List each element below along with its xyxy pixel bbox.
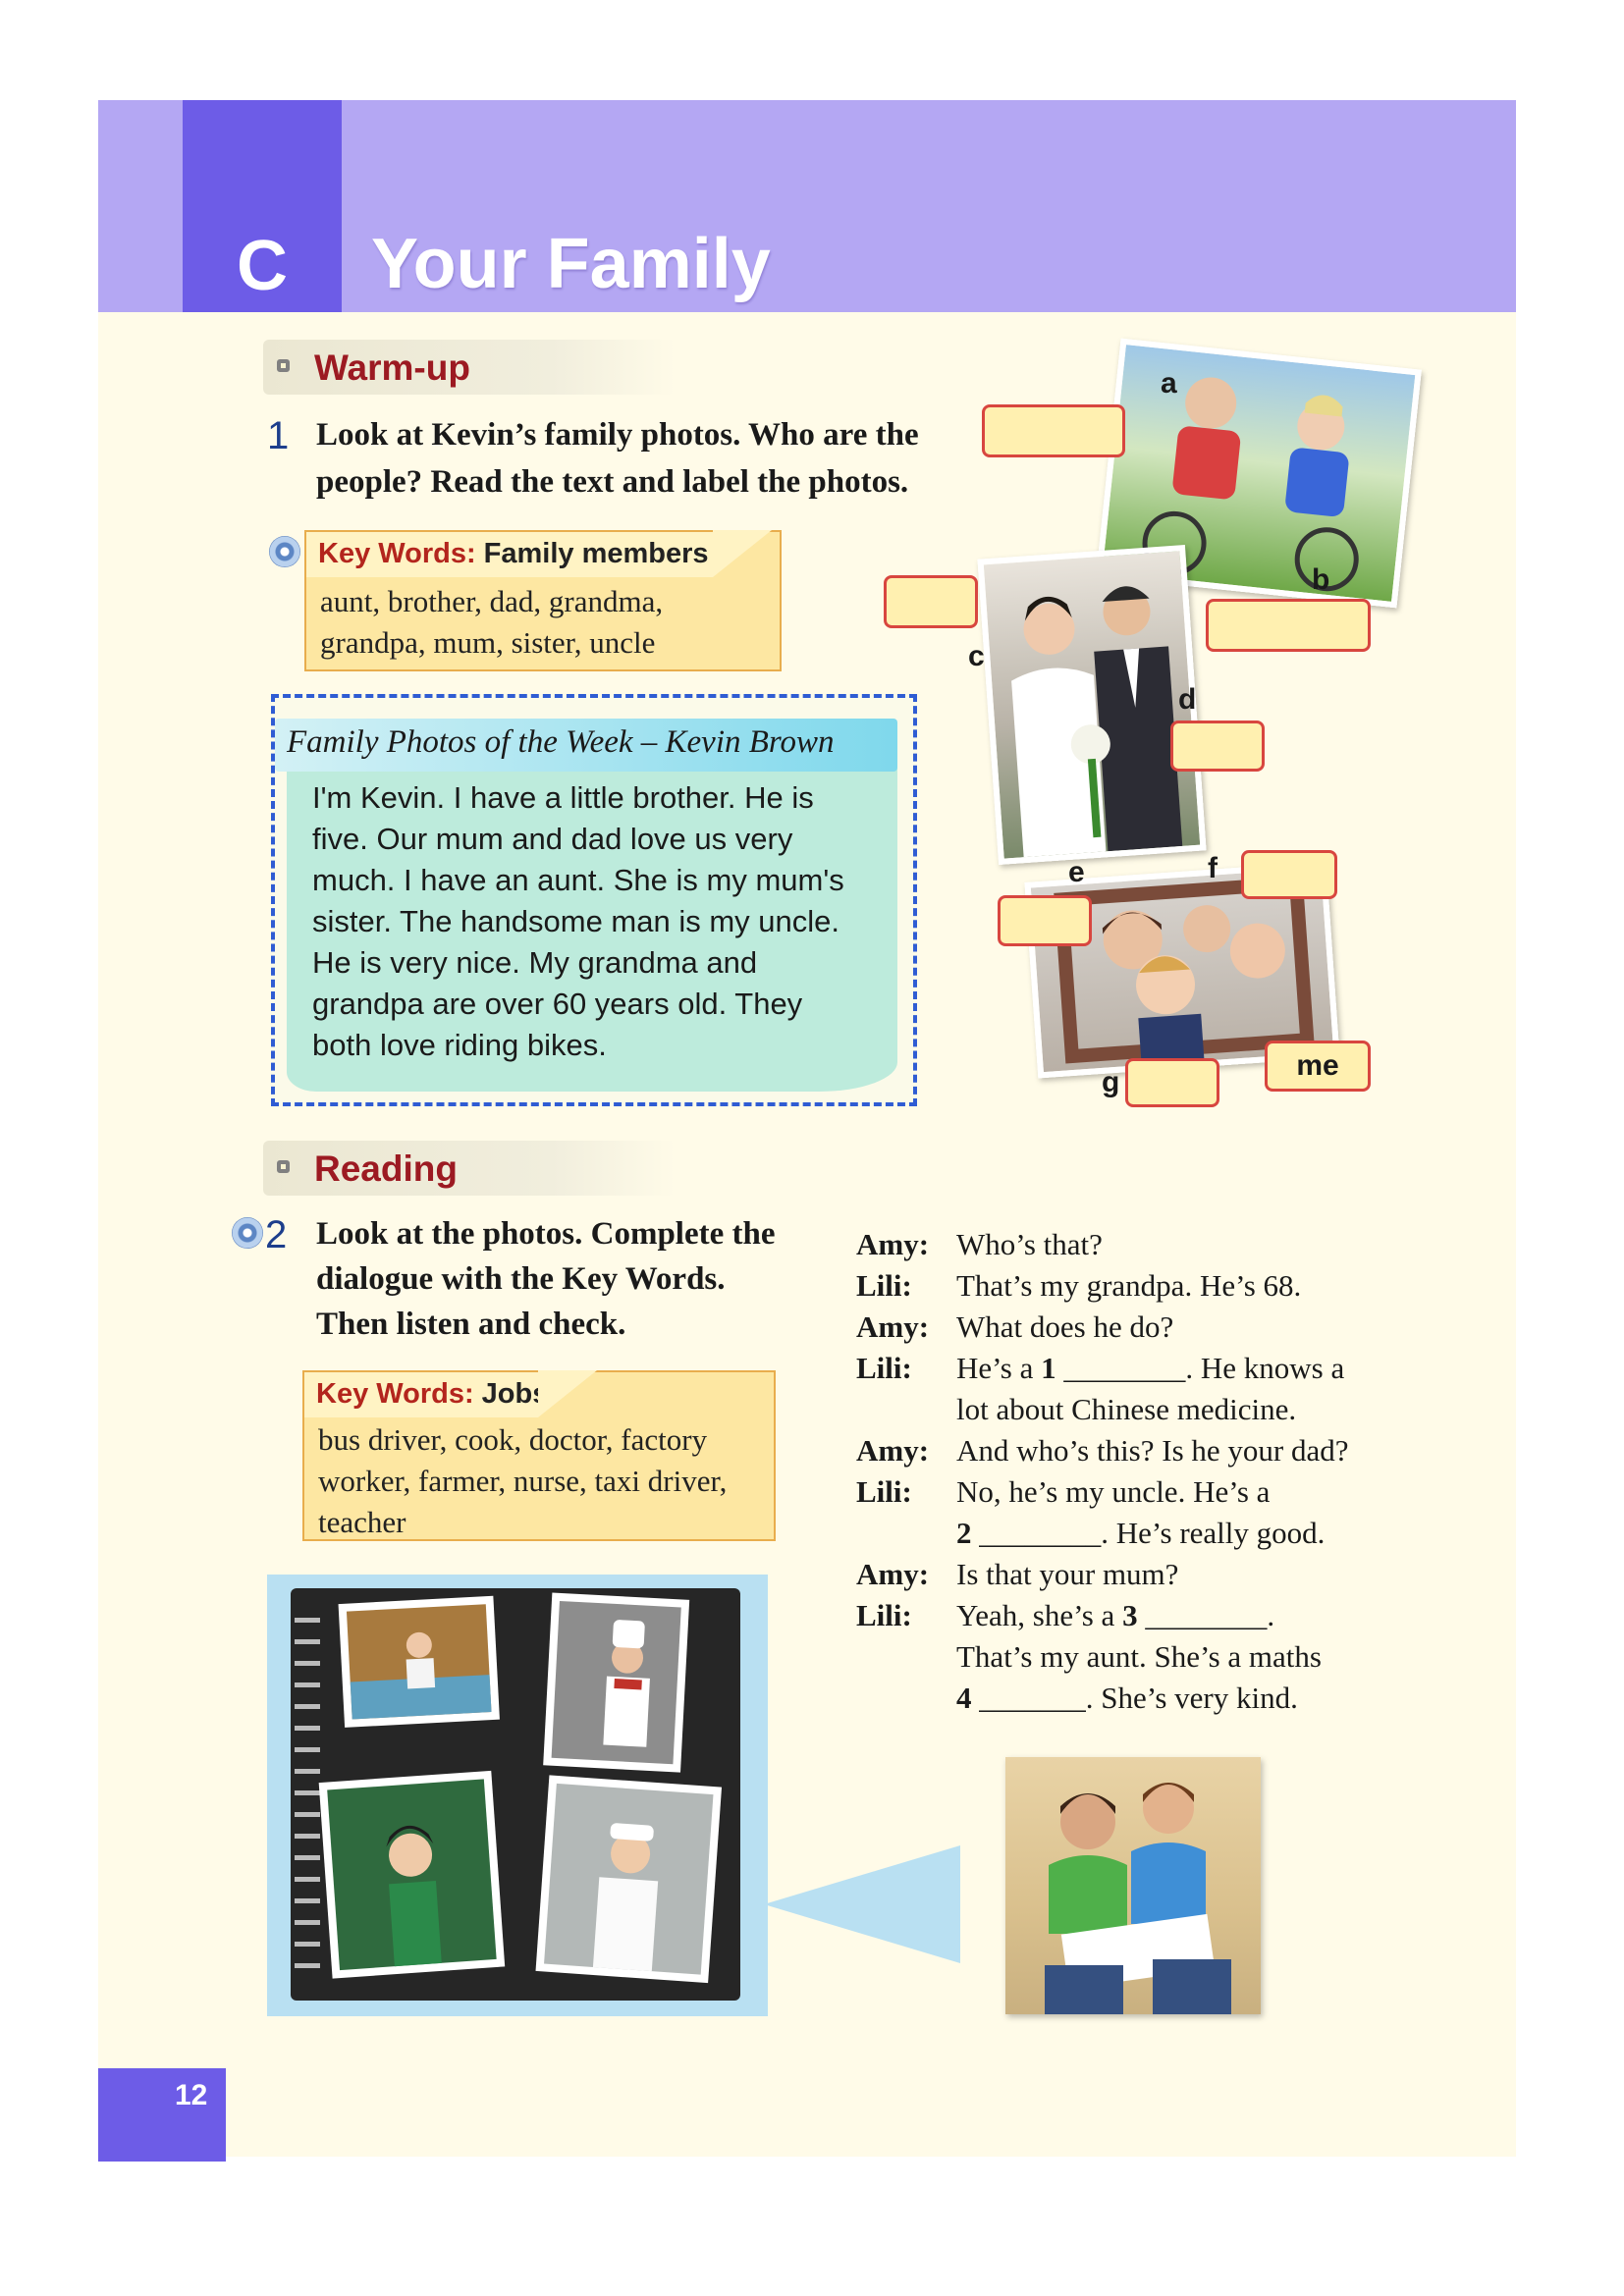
speaker: Lili: (856, 1268, 912, 1303)
dialogue-row (856, 1307, 1406, 1348)
blank-text[interactable]: ________. (1137, 1598, 1275, 1632)
dialogue-row (856, 1595, 1406, 1636)
reading-label: Reading (314, 1148, 458, 1189)
key-words-line: grandpa, mum, sister, uncle (320, 625, 656, 660)
line-text: Yeah, she’s a (956, 1598, 1123, 1632)
reading-text-body (312, 777, 892, 1066)
photo-letter-g: g (1102, 1066, 1120, 1098)
blank-number: 4 (956, 1681, 972, 1715)
speaker: Lili: (856, 1598, 912, 1632)
text-line: grandpa are over 60 years old. They (312, 987, 803, 1021)
speaker: Amy: (856, 1433, 930, 1468)
line-text: And who’s this? Is he your dad? (956, 1433, 1349, 1468)
instruction-line: Look at the photos. Complete the (316, 1216, 776, 1252)
dialogue-line (956, 1678, 1406, 1719)
line-text: What does he do? (956, 1309, 1174, 1344)
line-text: lot about Chinese medicine. (956, 1392, 1297, 1426)
dialogue-line (956, 1471, 1406, 1513)
key-words-tab-tail (538, 1370, 597, 1417)
text-line: five. Our mum and dad love us very (312, 822, 793, 856)
exercise-number: 2 (265, 1213, 288, 1256)
line-text: That’s my aunt. She’s a maths (956, 1639, 1322, 1674)
photo-letter-d: d (1178, 683, 1197, 716)
photo-girls-album (1005, 1757, 1261, 2014)
blank-text[interactable]: _______. She’s very kind. (971, 1681, 1298, 1715)
dialogue-row (856, 1678, 1406, 1719)
blank-text[interactable]: ________. He knows a (1056, 1351, 1345, 1385)
exercise-instruction (316, 1211, 776, 1347)
dialogue-line (956, 1636, 1406, 1678)
dialogue-line (956, 1307, 1406, 1348)
square-bullet-icon (277, 359, 290, 372)
dialogue-line (956, 1265, 1406, 1307)
audio-cd-icon[interactable] (232, 1217, 263, 1249)
label-box-g[interactable] (1125, 1058, 1219, 1107)
reading-text-title: Family Photos of the Week – Kevin Brown (287, 724, 835, 760)
text-line: much. I have an aunt. She is my mum's (312, 863, 844, 897)
dialogue-row (856, 1554, 1406, 1595)
dialogue-row (856, 1636, 1406, 1678)
exercise-number: 1 (267, 414, 290, 457)
dialogue-line (956, 1513, 1406, 1554)
text-line: I'm Kevin. I have a little brother. He is (312, 780, 814, 815)
blank-number: 3 (1122, 1598, 1138, 1632)
text-line: He is very nice. My grandma and (312, 945, 758, 980)
key-words-line: teacher (318, 1505, 406, 1539)
dialogue-line (956, 1554, 1406, 1595)
blank-number: 1 (1041, 1351, 1056, 1385)
warmup-tab (263, 340, 676, 395)
line-text: He’s a (956, 1351, 1042, 1385)
dialogue-row (856, 1265, 1406, 1307)
key-words-header (302, 1370, 549, 1417)
key-words-topic: Family members (483, 538, 709, 569)
reading-tab (263, 1141, 676, 1196)
dialogue-row (856, 1513, 1406, 1554)
dialogue-row (856, 1389, 1406, 1430)
text-line: sister. The handsome man is my uncle. (312, 904, 840, 938)
instruction-line: dialogue with the Key Words. (316, 1261, 726, 1297)
line-text: That’s my grandpa. He’s 68. (956, 1268, 1302, 1303)
blank-text[interactable]: ________. He’s really good. (971, 1516, 1326, 1550)
collage-pointer (764, 1845, 960, 1963)
exercise-instruction-line-2: people? Read the text and label the photos. (316, 464, 909, 500)
dialogue-line (956, 1224, 1406, 1265)
label-box-e[interactable] (998, 895, 1092, 946)
photo-letter-f: f (1208, 852, 1218, 884)
warmup-label: Warm-up (314, 347, 470, 388)
dialogue (856, 1224, 1406, 1719)
dialogue-line (956, 1430, 1406, 1471)
photo-wedding (977, 545, 1206, 865)
speaker: Amy: (856, 1309, 930, 1344)
dialogue-row (856, 1348, 1406, 1389)
album-illustration (291, 1588, 740, 2001)
key-words-list (318, 1419, 727, 1543)
key-words-tab-tail (713, 530, 772, 577)
photo-letter-b: b (1312, 563, 1330, 596)
dialogue-row (856, 1430, 1406, 1471)
photo-letter-e: e (1068, 856, 1085, 888)
text-line: both love riding bikes. (312, 1028, 607, 1062)
speaker: Amy: (856, 1227, 930, 1261)
key-words-topic: Jobs (481, 1378, 549, 1410)
key-words-label: Key Words: (316, 1378, 474, 1410)
unit-letter: C (237, 227, 288, 305)
dialogue-row (856, 1471, 1406, 1513)
reading-text-title-bar (275, 719, 897, 772)
key-words-list (320, 581, 663, 664)
line-text: Is that your mum? (956, 1557, 1179, 1591)
speaker: Amy: (856, 1557, 930, 1591)
label-box-f[interactable] (1241, 850, 1337, 899)
key-words-jobs-box (302, 1370, 776, 1541)
label-me: me (1265, 1041, 1371, 1092)
dialogue-row (856, 1224, 1406, 1265)
unit-title: Your Family (371, 225, 771, 303)
key-words-line: aunt, brother, dad, grandma, (320, 584, 664, 618)
page-number: 12 (175, 2079, 208, 2111)
key-words-line: bus driver, cook, doctor, factory (318, 1422, 708, 1457)
dialogue-line (956, 1595, 1406, 1636)
square-bullet-icon (277, 1160, 290, 1173)
label-box-a[interactable] (982, 404, 1125, 457)
audio-cd-icon[interactable] (269, 536, 300, 567)
blank-number: 2 (956, 1516, 972, 1550)
wedding-illustration (984, 551, 1200, 858)
speaker: Lili: (856, 1474, 912, 1509)
exercise-instruction-line-1: Look at Kevin’s family photos. Who are the (316, 417, 919, 453)
dialogue-line (956, 1348, 1406, 1389)
label-box-b[interactable] (1206, 599, 1371, 652)
key-words-header (304, 530, 713, 577)
key-words-line: worker, farmer, nurse, taxi driver, (318, 1464, 728, 1498)
label-box-d[interactable] (1170, 721, 1265, 772)
line-text: Who’s that? (956, 1227, 1103, 1261)
photo-album (291, 1588, 740, 2001)
girls-illustration (1005, 1757, 1261, 2014)
photo-letter-a: a (1161, 367, 1177, 400)
line-text: No, he’s my uncle. He’s a (956, 1474, 1271, 1509)
dialogue-line (956, 1389, 1406, 1430)
speaker: Lili: (856, 1351, 912, 1385)
instruction-line: Then listen and check. (316, 1307, 626, 1342)
key-words-label: Key Words: (318, 538, 476, 569)
key-words-family-box (304, 530, 782, 671)
label-box-c[interactable] (884, 575, 978, 628)
photo-letter-c: c (968, 640, 985, 672)
